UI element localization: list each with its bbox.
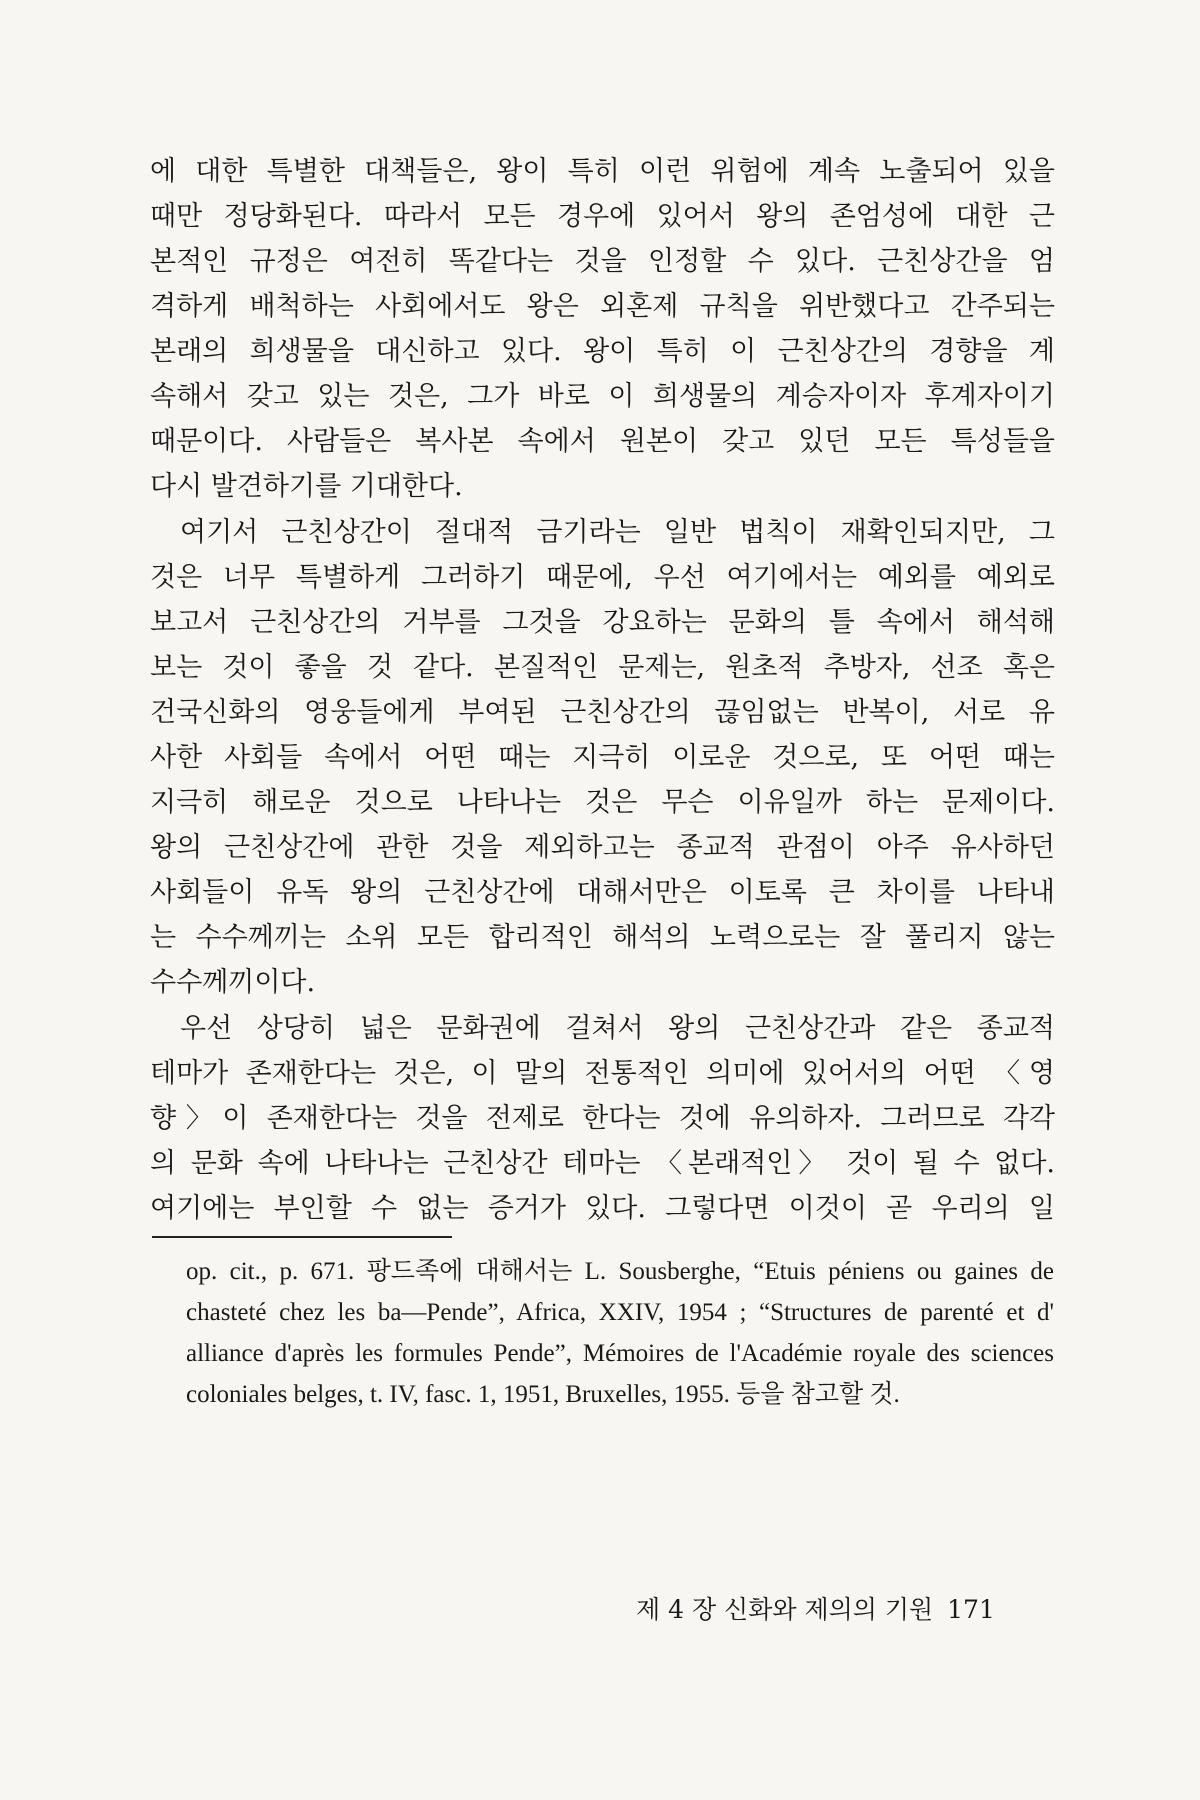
body-line-12: 보는 것이 좋을 것 같다. 본질적인 문제는, 원초적 추방자, 선조 혹은	[150, 652, 1055, 683]
footnote-line-2: chasteté chez les ba—Pende”, Africa, XXIV, 1954 ; “Structures de parenté et d'	[186, 1299, 1054, 1326]
footnote-line-4: coloniales belges, t. IV, fasc. 1, 1951, Bruxelles, 1955. 등을 참고할 것.	[186, 1381, 900, 1408]
body-line-24: 여기에는 부인할 수 없는 증거가 있다. 그렇다면 이것이 곧 우리의 일	[150, 1193, 1055, 1224]
body-line-20: 우선 상당히 넓은 문화권에 걸쳐서 왕의 근친상간과 같은 종교적	[180, 1013, 1055, 1044]
page-number: 171	[947, 1595, 995, 1624]
body-line-9: 여기서 근친상간이 절대적 금기라는 일반 법칙이 재확인되지만, 그	[180, 517, 1055, 548]
body-line-2: 때만 정당화된다. 따라서 모든 경우에 있어서 왕의 존엄성에 대한 근	[150, 201, 1055, 232]
body-line-1: 에 대한 특별한 대책들은, 왕이 특히 이런 위험에 계속 노출되어 있을	[150, 156, 1055, 187]
body-line-16: 왕의 근친상간에 관한 것을 제외하고는 종교적 관점이 아주 유사하던	[150, 832, 1055, 863]
body-line-18: 는 수수께끼는 소위 모든 합리적인 해석의 노력으로는 잘 풀리지 않는	[150, 922, 1055, 953]
body-line-14: 사한 사회들 속에서 어떤 때는 지극히 이로운 것으로, 또 어떤 때는	[150, 742, 1055, 773]
body-line-21: 테마가 존재한다는 것은, 이 말의 전통적인 의미에 있어서의 어떤 〈영	[150, 1058, 1055, 1089]
footnote-line-3: alliance d'après les formules Pende”, Mémoires de l'Académie royale des sciences	[186, 1340, 1054, 1367]
body-line-7: 때문이다. 사람들은 복사본 속에서 원본이 갖고 있던 모든 특성들을	[150, 426, 1055, 457]
body-line-13: 건국신화의 영웅들에게 부여된 근친상간의 끊임없는 반복이, 서로 유	[150, 697, 1055, 728]
body-line-6: 속해서 갖고 있는 것은, 그가 바로 이 희생물의 계승자이자 후계자이기	[150, 381, 1055, 412]
body-line-11: 보고서 근친상간의 거부를 그것을 강요하는 문화의 틀 속에서 해석해	[150, 607, 1055, 638]
body-line-22: 향〉이 존재한다는 것을 전제로 한다는 것에 유의하자. 그러므로 각각	[150, 1103, 1055, 1134]
body-line-4: 격하게 배척하는 사회에서도 왕은 외혼제 규칙을 위반했다고 간주되는	[150, 291, 1055, 322]
body-line-15: 지극히 해로운 것으로 나타나는 것은 무슨 이유일까 하는 문제이다.	[150, 787, 1055, 818]
body-line-23: 의 문화 속에 나타나는 근친상간 테마는 〈본래적인〉 것이 될 수 없다.	[150, 1148, 1055, 1179]
body-line-8: 다시 발견하기를 기대한다.	[150, 471, 463, 502]
footnote-line-1: op. cit., p. 671. 팡드족에 대해서는 L. Sousberghe, “Etuis péniens ou gaines de	[186, 1258, 1054, 1285]
chapter-title: 제 4 장 신화와 제의의 기원	[636, 1595, 934, 1624]
body-line-10: 것은 너무 특별하게 그러하기 때문에, 우선 여기에서는 예외를 예외로	[150, 562, 1055, 593]
body-line-3: 본적인 규정은 여전히 똑같다는 것을 인정할 수 있다. 근친상간을 엄	[150, 246, 1055, 277]
body-line-19: 수수께끼이다.	[150, 967, 316, 998]
body-line-5: 본래의 희생물을 대신하고 있다. 왕이 특히 이 근친상간의 경향을 계	[150, 336, 1055, 367]
footnote-divider	[152, 1236, 452, 1238]
body-line-17: 사회들이 유독 왕의 근친상간에 대해서만은 이토록 큰 차이를 나타내	[150, 877, 1055, 908]
running-footer	[636, 1590, 995, 1630]
